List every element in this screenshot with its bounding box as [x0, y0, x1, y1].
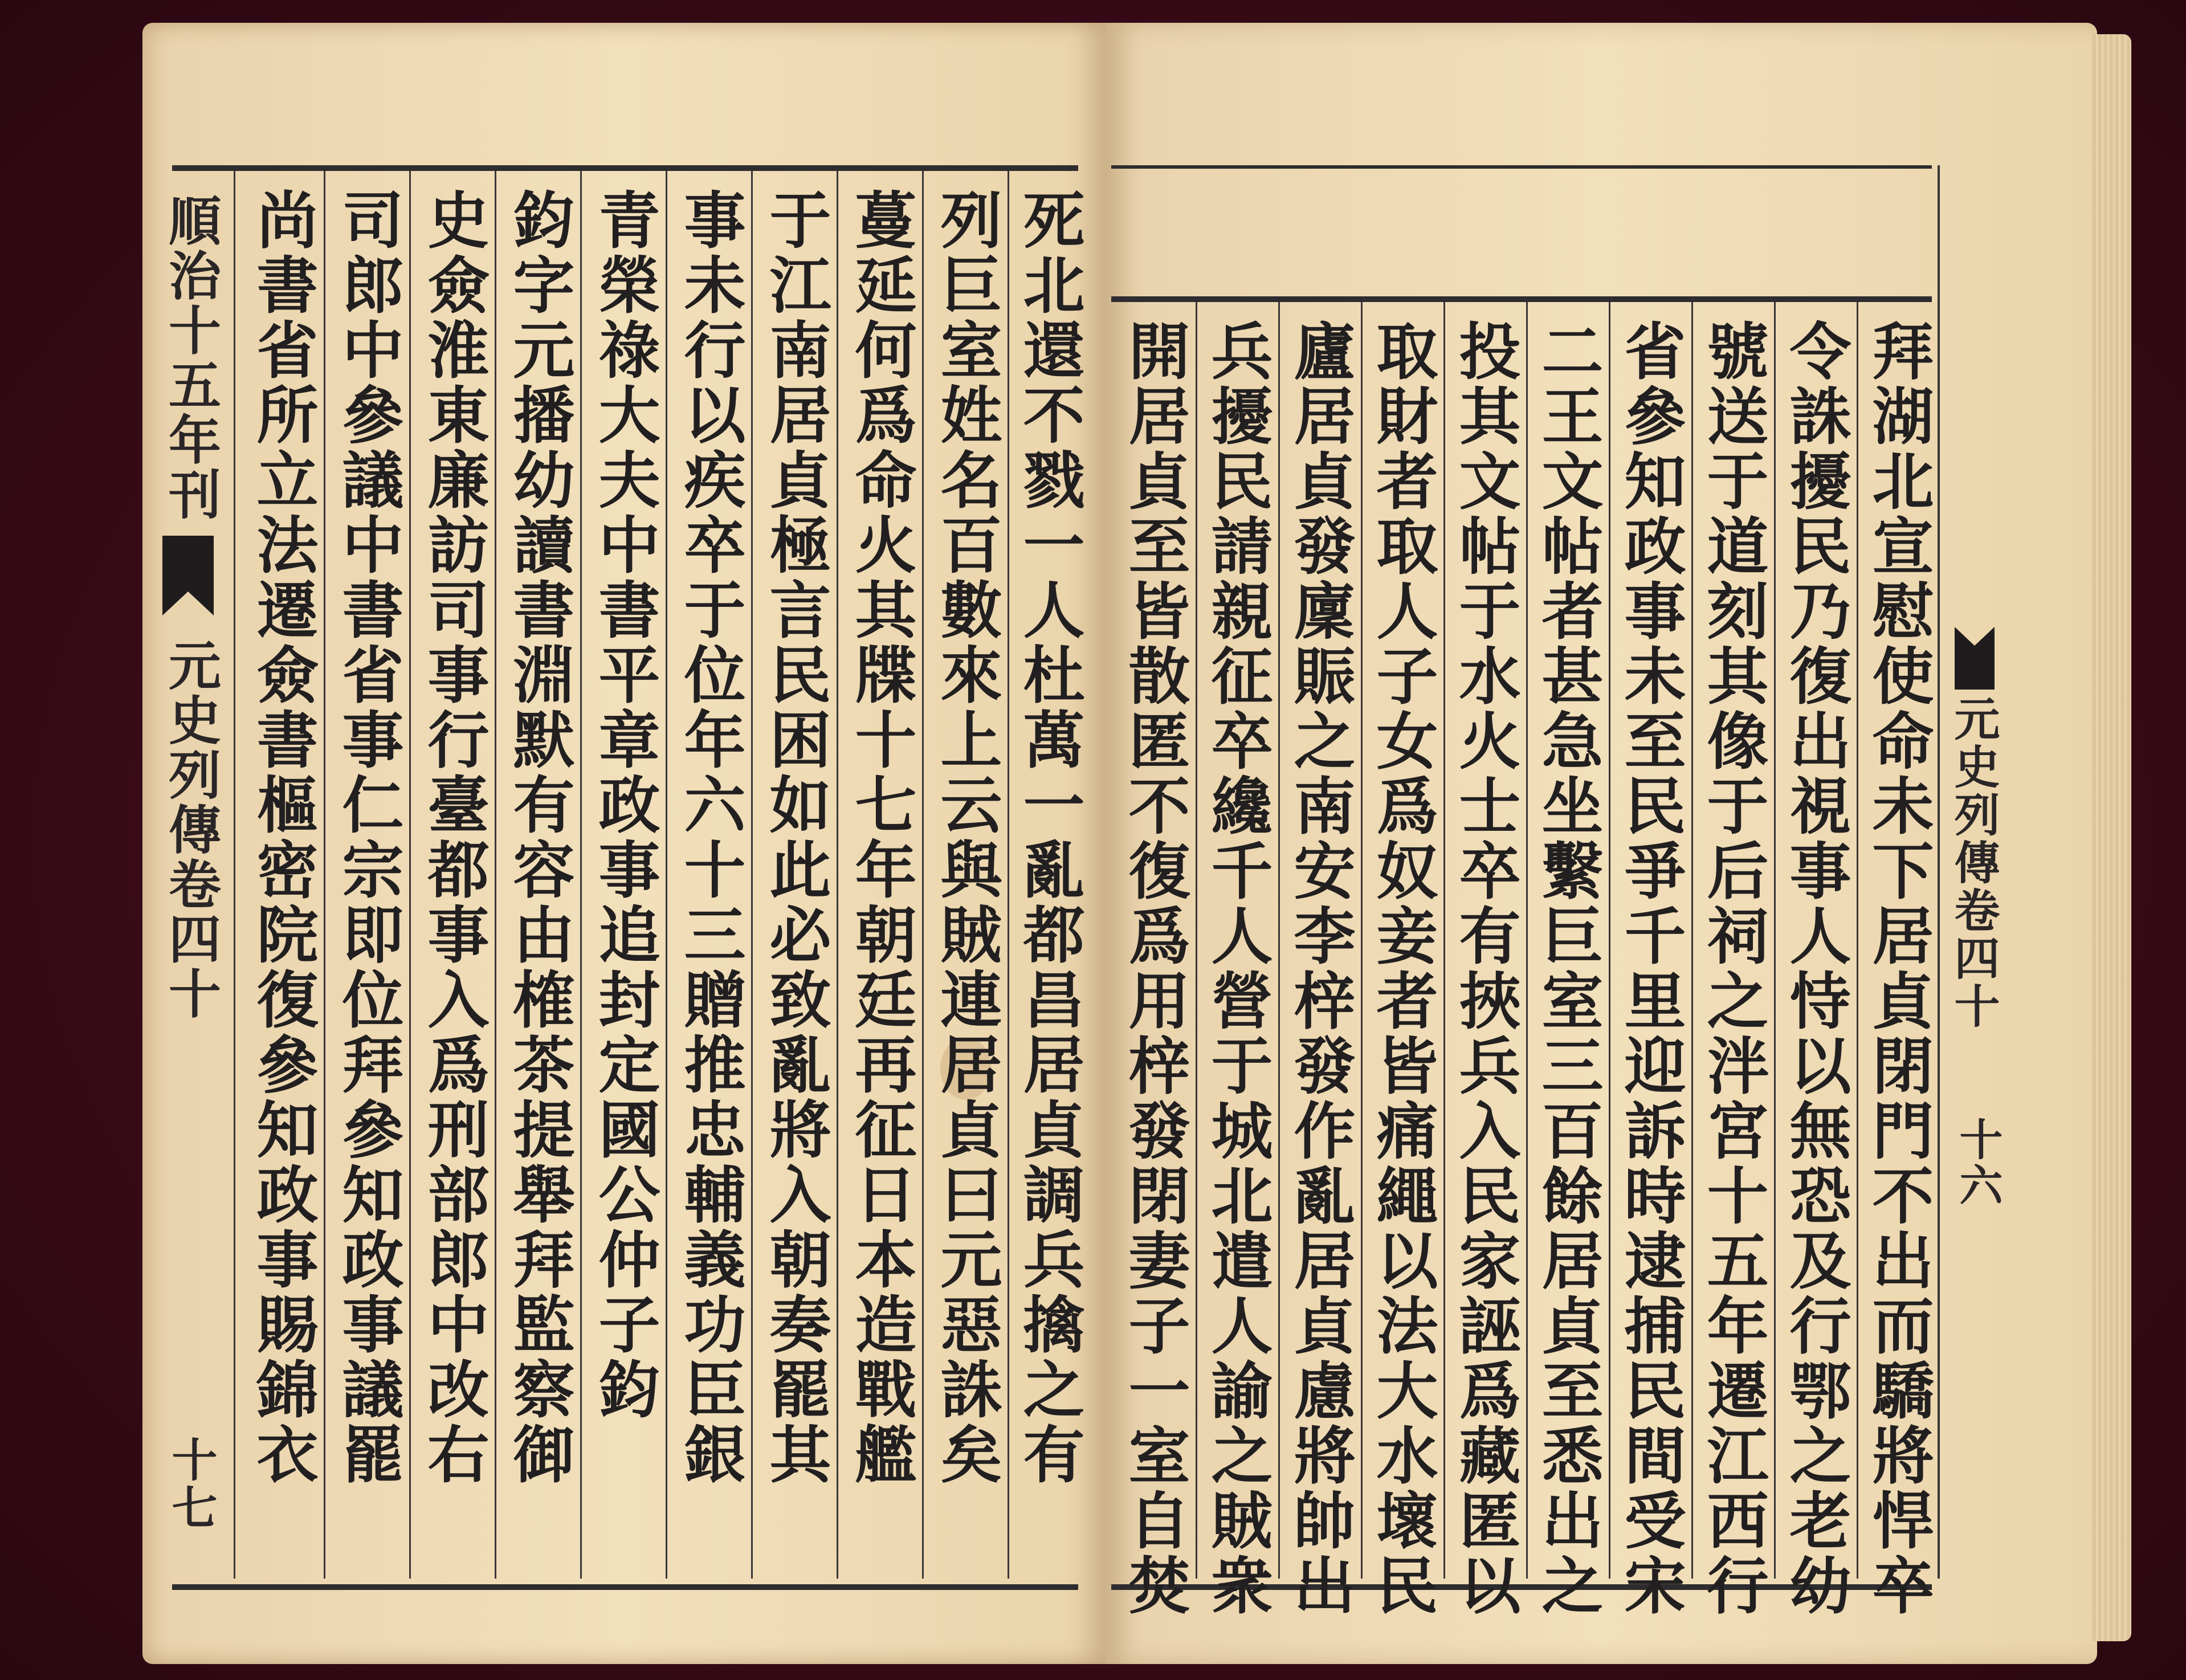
- right-margin-title: 元史列傳卷四十: [1947, 695, 2000, 1030]
- column-rule: [837, 171, 838, 1579]
- column-rule: [580, 171, 582, 1579]
- column-rule: [1278, 302, 1280, 1579]
- text-column-8: 廬居貞發廩賑之南安李梓發作亂居貞慮將帥出: [1283, 319, 1355, 1618]
- left-margin-header: 順治十五年刊: [160, 194, 222, 522]
- column-rule: [324, 171, 325, 1579]
- column-rule: [1008, 171, 1009, 1579]
- text-column-9: 司郎中參議中書省事仁宗即位拜參知政事議罷: [332, 188, 403, 1487]
- text-column-5: 事未行以疾卒于位年六十三贈推忠輔義功臣銀: [674, 188, 745, 1487]
- text-column-4: 于江南居貞極言民困如此必致亂將入朝奏罷其: [759, 188, 831, 1487]
- column-rule: [1691, 302, 1693, 1579]
- column-rule: [666, 171, 667, 1579]
- open-book: [142, 23, 2097, 1664]
- right-page-top-rule: [1111, 165, 1932, 169]
- column-rule: [1774, 302, 1776, 1579]
- column-rule: [1443, 302, 1445, 1579]
- text-column-3: 蔓延何爲命火其牒十七年朝廷再征日本造戰艦: [845, 188, 916, 1487]
- column-rule: [1857, 302, 1858, 1579]
- text-column-6: 投其文帖于水火士卒有挾兵入民家誣爲藏匿以: [1449, 319, 1520, 1618]
- text-column-7: 鈞字元播幼讀書淵默有容由榷茶提舉拜監察御: [503, 188, 574, 1487]
- text-column-7: 取財者取人子女爲奴妾者皆痛繩以法大水壞民: [1366, 319, 1438, 1618]
- left-margin-title: 元史列傳卷四十: [160, 638, 222, 1021]
- text-column-1: 拜湖北宣慰使命未下居貞閉門不出而驕將悍卒: [1862, 319, 1934, 1618]
- text-column-2: 列巨室姓名百數來上云與賊連居貞曰元惡誅矣: [930, 188, 1002, 1487]
- text-column-5: 二王文帖者甚急坐繫巨室三百餘居貞至悉出之: [1531, 319, 1603, 1618]
- left-page: [142, 23, 1106, 1664]
- column-rule: [1361, 302, 1363, 1579]
- column-rule: [234, 171, 235, 1579]
- column-rule: [922, 171, 924, 1579]
- column-rule: [1526, 302, 1528, 1579]
- column-rule: [1609, 302, 1610, 1579]
- text-column-10: 尚書省所立法遷僉書樞密院復參知政事賜錦衣: [246, 188, 318, 1487]
- left-folio-number: 十七: [164, 1436, 218, 1532]
- text-column-8: 史僉淮東廉訪司事行臺都事入爲刑部郎中改右: [417, 188, 489, 1487]
- column-rule: [1196, 302, 1197, 1579]
- text-column-2: 令誅擾民乃復出視事人恃以無恐及行鄂之老幼: [1779, 319, 1851, 1618]
- text-column-4: 省參知政事未至民爭千里迎訴時逮捕民間受宋: [1614, 319, 1686, 1618]
- right-folio-number: 十六: [1952, 1117, 2003, 1208]
- text-column-10: 開居貞至皆散匿不復爲用梓發閉妻子一室自焚: [1118, 319, 1190, 1618]
- margin-rule: [1938, 165, 1940, 1579]
- column-rule: [495, 171, 496, 1579]
- text-column-6: 青榮祿大夫中書平章政事追封定國公仲子鈞: [588, 188, 660, 1422]
- text-column-3: 號送于道刻其像于后祠之泮宮十五年遷江西行: [1696, 319, 1768, 1618]
- column-rule: [409, 171, 411, 1579]
- text-column-1: 死北還不戮一人杜萬一亂都昌居貞調兵擒之有: [1013, 188, 1084, 1487]
- text-column-9: 兵擾民請親征卒纔千人營于城北遣人諭之賊衆: [1201, 319, 1273, 1618]
- column-rule: [751, 171, 753, 1579]
- page-edges: [2091, 34, 2131, 1641]
